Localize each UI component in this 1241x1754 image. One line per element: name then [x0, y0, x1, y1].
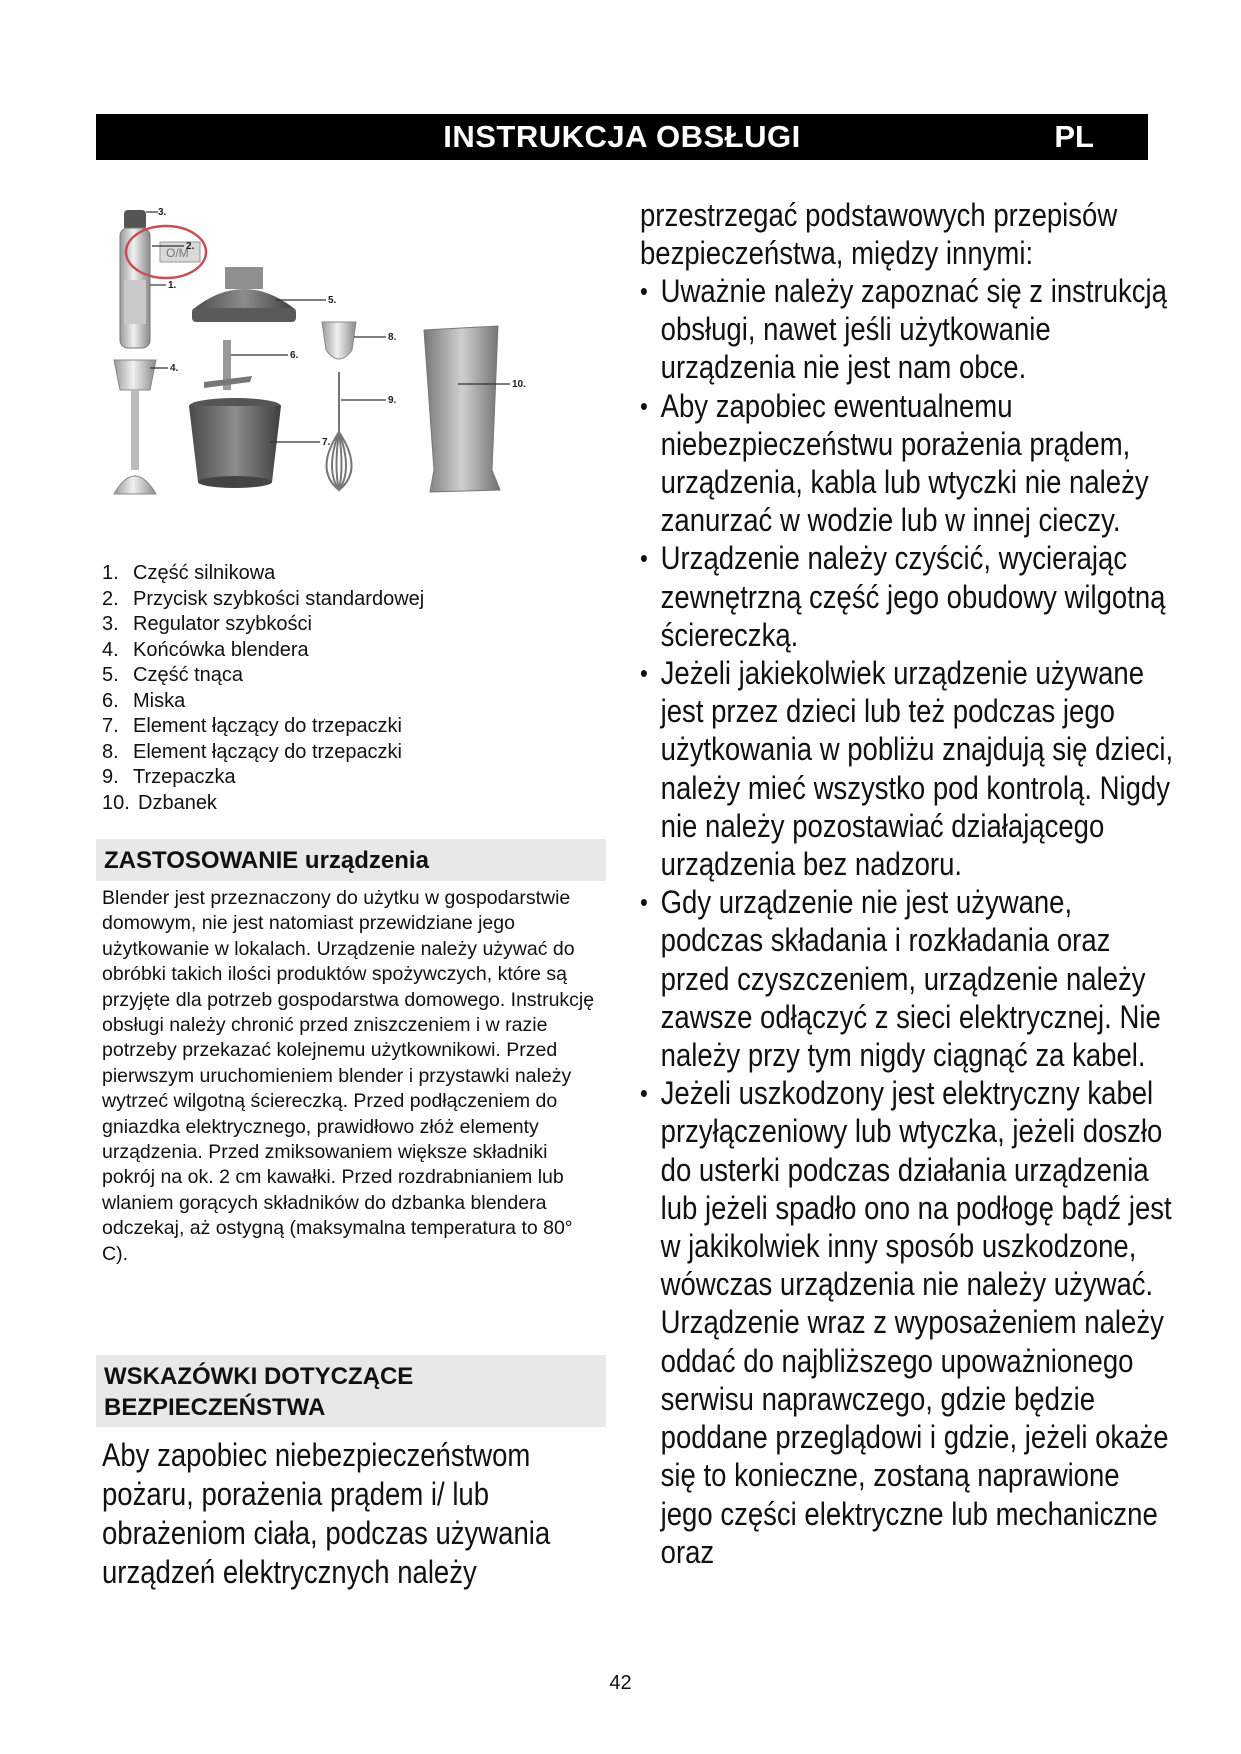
list-item: • Jeżeli uszkodzony jest elektryczny kabel przyłączeniowy lub wtyczka, jeżeli doszło do usterki podczas działania urządzenia lub jeżeli spadło ono na podłogę bądź jest w jakikolwiek inny sposób uszkodzone, wówczas urządzenia nie należy używać. Urządzenie wraz z wyposażeniem należy oddać do najbliższego upoważnionego serwisu naprawczego, gdzie będzie poddane przeglądowi i gdzie, jeżeli okaże się to konieczne, zostaną naprawione jego części elektryczne lub mechaniczne oraz: [640, 1075, 1172, 1570]
list-item: 5. Część tnąca: [102, 664, 244, 686]
blade-icon: [204, 340, 252, 390]
bullet-icon: •: [640, 390, 648, 421]
list-item: 1. Część silnikowa: [102, 562, 276, 584]
blender-foot-icon: [114, 360, 156, 494]
callout-5: 5.: [328, 295, 337, 306]
list-item: 7. Element łączący do trzepaczki: [102, 715, 403, 737]
usage-text: Blender jest przeznaczony do użytku w gospodarstwie domowym, nie jest natomiast przewidziane jego użytkowanie w lokalach. Urządzenie należy używać do obróbki takich ilości produktów spożywczych, które są przyjęte dla potrzeb gospodarstwa domowego. Instrukcję obsługi należy chronić przed zniszczeniem i w razie potrzeby przekazać kolejnemu użytkownikowi. Przed pierwszym uruchomieniem blender i przystawki należy wytrzeć wilgotną ściereczką. Przed podłączeniem do gniazdka elektrycznego, prawidłowo złóż elementy urządzenia. Przed zmiksowaniem większe składniki pokrój na ok. 2 cm kawałki. Przed rozdrabnianiem lub wlaniem gorących składników do dzbanka blendera odczekaj, aż ostygną (maksymalna temperatura to 80° C).: [102, 887, 595, 1265]
list-item: 2. Przycisk szybkości standardowej: [102, 587, 425, 610]
list-item: • Aby zapobiec ewentualnemu niebezpieczeństwu porażenia prądem, urządzenia, kabla lub wtyczki nie należy zanurzać w wodzie lub w innej cieczy.: [640, 387, 1149, 539]
list-item: 10. Dzbanek: [102, 791, 217, 814]
callout-4: 4.: [170, 363, 179, 374]
callout-6: 6.: [290, 350, 299, 361]
callout-8: 8.: [388, 332, 397, 343]
parts-list: [102, 561, 602, 816]
bowl-icon: [189, 398, 281, 488]
callout-2: 2.: [186, 241, 195, 252]
callout-1: 1.: [168, 280, 177, 291]
whisk-connector-icon: [322, 322, 356, 359]
safety-heading: WSKAZÓWKI DOTYCZĄCE BEZPIECZEŃSTWA: [96, 1355, 606, 1427]
list-item: 6. Miska: [102, 689, 186, 712]
safety-bullet-list: [640, 272, 1174, 1571]
cutting-lid-icon: [192, 267, 296, 322]
list-item: 3. Regulator szybkości: [102, 613, 312, 635]
page-title: INSTRUKCJA OBSŁUGI: [443, 119, 801, 154]
language-code: PL: [1054, 119, 1094, 154]
list-item: • Uważnie należy zapoznać się z instrukcją obsługi, nawet jeśli użytkowanie urządzenia nie jest nam obce.: [640, 273, 1167, 386]
callout-10: 10.: [512, 379, 526, 390]
safety-intro-continued: przestrzegać podstawowych przepisów bezpieczeństwa, między innymi:: [640, 197, 1118, 271]
callout-3: 3.: [158, 207, 167, 218]
header-bar: [96, 114, 1148, 160]
right-column: [640, 196, 1174, 1571]
bullet-icon: •: [640, 543, 648, 574]
list-item: 8. Element łączący do trzepaczki: [102, 740, 403, 763]
page-number: 42: [609, 1672, 632, 1694]
product-diagram: [100, 200, 620, 565]
list-item: 4. Końcówka blendera: [102, 638, 309, 661]
list-item: • Urządzenie należy czyścić, wycierając zewnętrzną część jego obudowy wilgotną ściereczką.: [640, 540, 1166, 653]
callout-7: 7.: [322, 437, 331, 448]
usage-heading: ZASTOSOWANIE urządzenia: [96, 839, 606, 881]
whisk-icon: [327, 372, 352, 490]
safety-intro: Aby zapobiec niebezpieczeństwom pożaru, porażenia prądem i/ lub obrażeniom ciała, podczas używania urządzeń elektrycznych należy: [102, 1437, 551, 1590]
list-item: 9. Trzepaczka: [102, 766, 236, 788]
callout-9: 9.: [388, 395, 397, 406]
list-item: • Gdy urządzenie nie jest używane, podczas składania i rozkładania oraz przed czyszczeniem, urządzenie należy zawsze odłączyć z sieci elektrycznej. Nie należy przy tym nigdy ciągnąć za kabel.: [640, 884, 1161, 1074]
bullet-icon: •: [640, 1078, 648, 1109]
bullet-icon: •: [640, 658, 648, 689]
list-item: • Jeżeli jakiekolwiek urządzenie używane jest przez dzieci lub też podczas jego użytkowania w pobliżu znajdują się dzieci, należy mieć wszystko pod kontrolą. Nigdy nie należy pozostawiać działającego urządzenia bez nadzoru.: [640, 655, 1174, 883]
jug-icon: [424, 326, 500, 492]
bullet-icon: •: [640, 276, 648, 306]
speed-button-text: O/M: [166, 246, 189, 260]
bullet-icon: •: [640, 887, 648, 918]
